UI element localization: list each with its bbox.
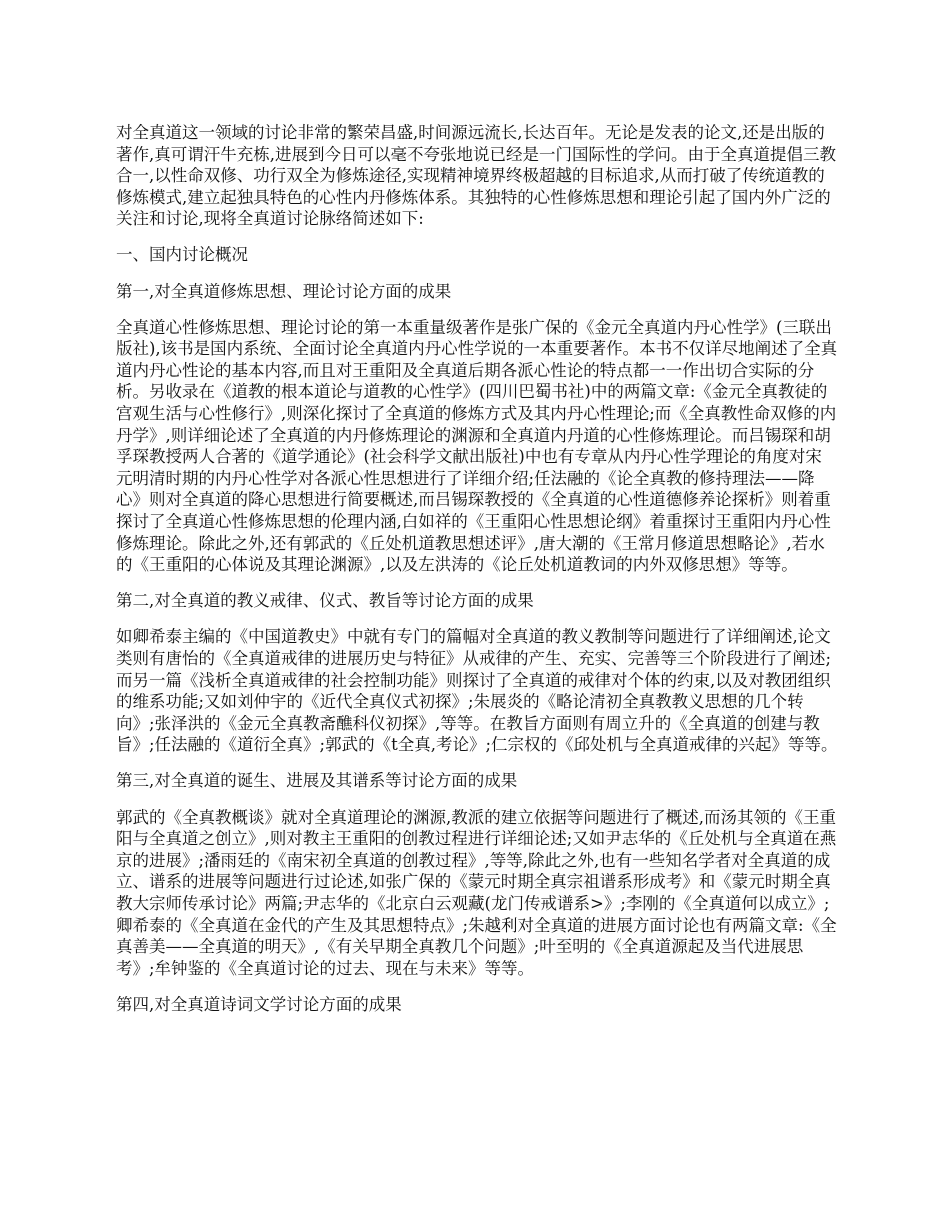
document-body — [116, 122, 838, 1030]
section-heading-domestic: 一、国内讨论概况 — [116, 245, 248, 265]
subsection-heading-3: 第三,对全真道的诞生、进展及其谱系等讨论方面的成果 — [116, 771, 518, 791]
paragraph-origin-lineage: 郭武的《全真教概谈》就对全真道理论的渊源,教派的建立依据等问题进行了概述,而汤其领的《王重阳与全真道之创立》,则对教主王重阳的创教过程进行详细论述;又如尹志华的《丘处机与全真道在燕京的进展》;潘雨廷的《南宋初全真道的创教过程》,等等,除此之外,也有一些知名学者对全真道的成立、谱系的进展等问题进行过论述,如张广保的《蒙元时期全真宗祖谱系形成考》和《蒙元时期全真教大宗师传承讨论》两篇;尹志华的《北京白云观藏(龙门传戒谱系>》;李刚的《全真道何以成立》;卿希泰的《全真道在金代的产生及其思想特点》;朱越利对全真道的进展方面讨论也有两篇文章:《全真善美——全真道的明天》,《有关早期全真教几个问题》;叶至明的《全真道源起及当代进展思考》;牟钟鉴的《全真道讨论的过去、现在与未来》等等。 — [116, 807, 837, 978]
paragraph-doctrine-precepts: 如卿希泰主编的《中国道教史》中就有专门的篇幅对全真道的教义教制等问题进行了详细阐述,论文类则有唐怡的《全真道戒律的进展历史与特征》从戒律的产生、充实、完善等三个阶段进行了阐述;而另一篇《浅析全真道戒律的社会控制功能》则探讨了全真道的戒律对个体的约束,以及对教团组织的维系功能;又如刘仲宇的《近代全真仪式初探》;朱展炎的《略论清初全真教教义思想的几个转向》;张泽洪的《金元全真教斋醮科仪初探》,等等。在教旨方面则有周立升的《全真道的创建与教旨》;任法融的《道衍全真》;郭武的《t全真,考论》;仁宗权的《邱处机与全真道戒律的兴起》等等。 — [116, 627, 838, 755]
subsection-heading-4: 第四,对全真道诗词文学讨论方面的成果 — [116, 994, 402, 1014]
intro-paragraph: 对全真道这一领域的讨论非常的繁荣昌盛,时间源远流长,长达百年。无论是发表的论文,还是出版的著作,真可谓汗牛充栋,进展到今日可以毫不夸张地说已经是一门国际性的学问。由于全真道提倡三教合一,以性命双修、功行双全为修炼途径,实现精神境界终极超越的目标追求,从而打破了传统道教的修炼模式,建立起独具特色的心性内丹修炼体系。其独特的心性修炼思想和理论引起了国内外广泛的关注和讨论,现将全真道讨论脉络简述如下: — [116, 123, 836, 229]
paragraph-cultivation-theory: 全真道心性修炼思想、理论讨论的第一本重量级著作是张广保的《金元全真道内丹心性学》(三联出版社),该书是国内系统、全面讨论全真道内丹心性学说的一本重要著作。本书不仅详尽地阐述了全真道内丹心性论的基本内容,而且对王重阳及全真道后期各派心性论的特点都一一作出切合实际的分析。另收录在《道教的根本道论与道教的心性学》(四川巴蜀书社)中的两篇文章:《金元全真教徒的宫观生活与心性修行》,则深化探讨了全真道的修炼方式及其内丹心性理论;而《全真教性命双修的内丹学》,则详细论述了全真道的内丹修炼理论的渊源和全真道内丹道的心性修炼理论。而吕锡琛和胡孚琛教授两人合著的《道学通论》(社会科学文献出版社)中也有专章从内丹心性学理论的角度对宋元明清时期的内丹心性学对各派心性思想进行了详细介绍;任法融的《论全真教的修持理法——降心》则对全真道的降心思想进行简要概述,而吕锡琛教授的《全真道的心性道德修养论探析》则着重探讨了全真道心性修炼思想的伦理内涵,白如祥的《王重阳心性思想论纲》着重探讨王重阳内丹心性修炼理论。除此之外,还有郭武的《丘处机道教思想述评》,唐大潮的《王常月修道思想略论》,若水的《王重阳的心体说及其理论渊源》,以及左洪涛的《论丘处机道教词的内外双修思想》等等。 — [116, 317, 838, 575]
subsection-heading-2: 第二,对全真道的教义戒律、仪式、教旨等讨论方面的成果 — [116, 591, 534, 611]
subsection-heading-1: 第一,对全真道修炼思想、理论讨论方面的成果 — [116, 281, 452, 301]
